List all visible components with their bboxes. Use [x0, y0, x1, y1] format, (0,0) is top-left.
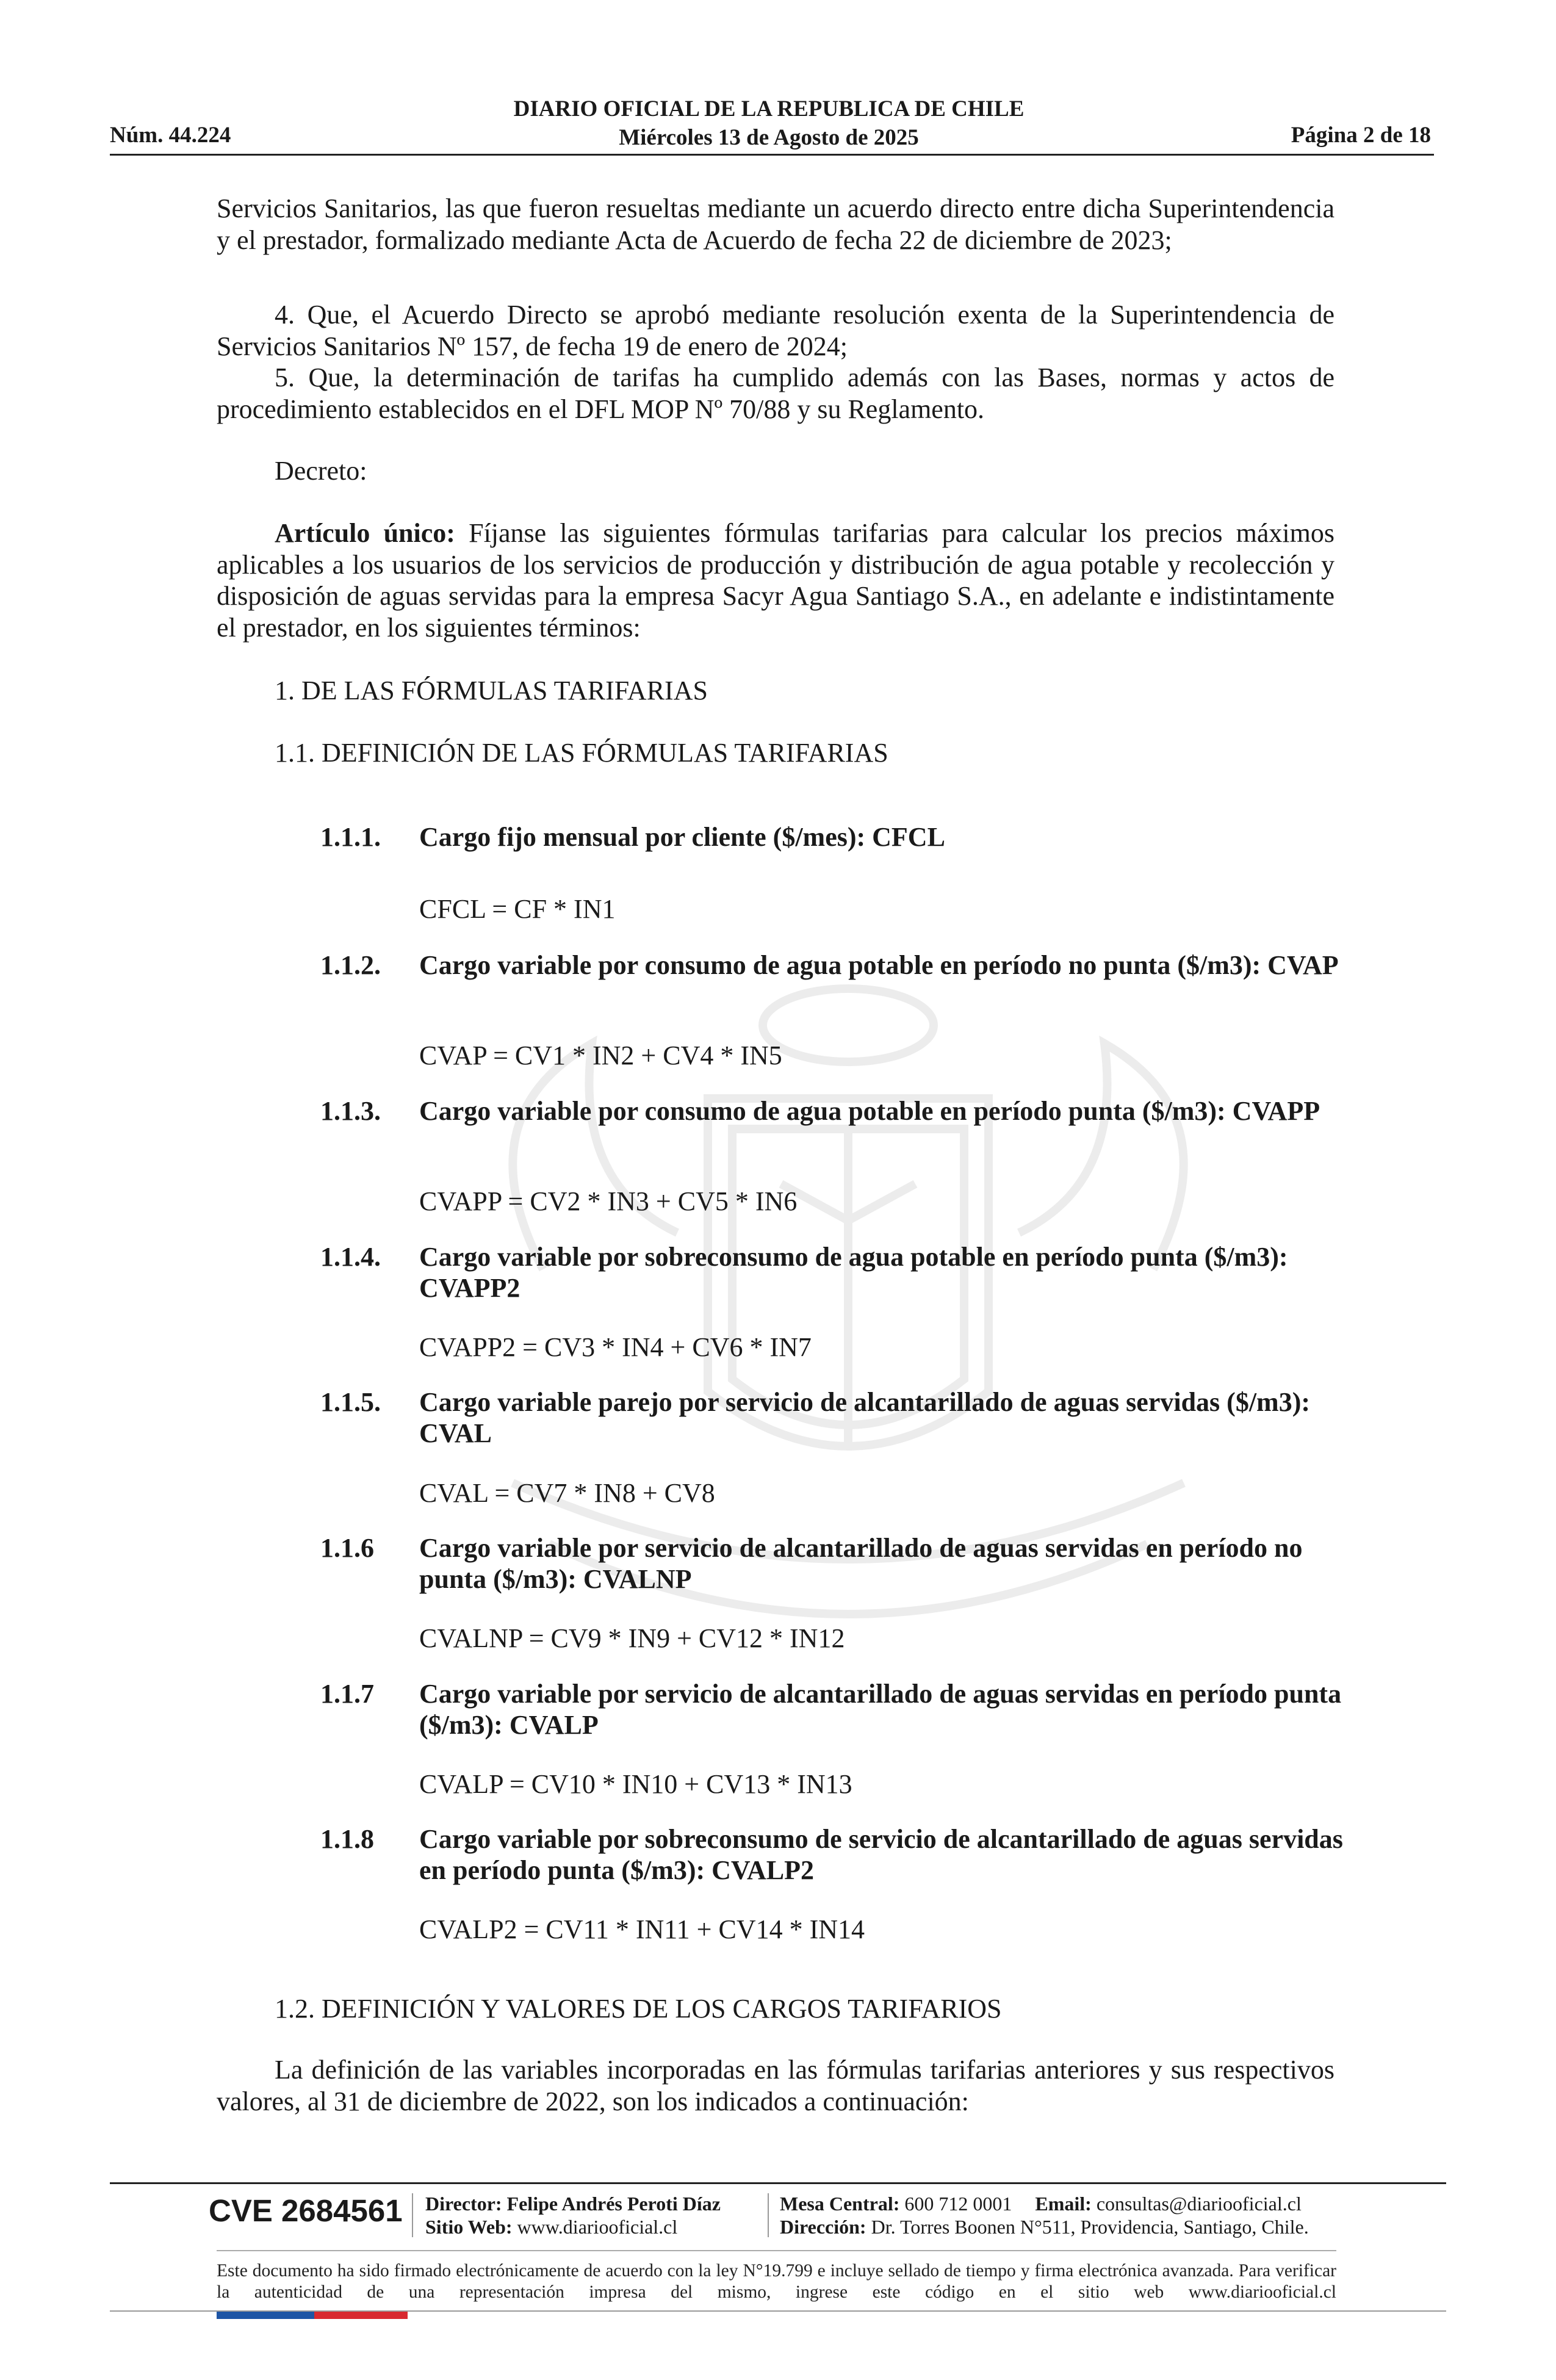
director-label: Director:	[425, 2193, 502, 2215]
direccion-value: Dr. Torres Boonen N°511, Providencia, Santiago, Chile.	[866, 2216, 1309, 2238]
articulo-unico-paragraph	[217, 517, 1334, 643]
articulo-label: Artículo único:	[275, 518, 455, 548]
paragraph-4: 4. Que, el Acuerdo Directo se aprobó mediante resolución exenta de la Superintendencia de Servicios Sanitarios Nº 157, de fecha 19 de enero de 2024;	[217, 300, 1334, 361]
paragraph-continued: Servicios Sanitarios, las que fueron resueltas mediante un acuerdo directo entre dicha Superintendencia y el prestador, formalizado mediante Acta de Acuerdo de fecha 22 de diciembre de 2023;	[217, 193, 1334, 255]
footer-director-block	[425, 2192, 721, 2238]
item-title: Cargo variable parejo por servicio de alcantarillado de aguas servidas ($/m3): CVAL	[419, 1387, 1311, 1448]
page-number: Página 2 de 18	[1291, 123, 1431, 148]
email-link[interactable]: consultas@diariooficial.cl	[1091, 2193, 1302, 2215]
decreto-heading: Decreto:	[275, 456, 367, 486]
legal-notice: Este documento ha sido firmado electrónicamente de acuerdo con la ley N°19.799 e incluye sellado de tiempo y firma electrónica avanzada. Para verificar la autenticidad de una representación impresa del mismo, ingrese este código en el sitio web www.diariooficial.cl	[217, 2261, 1336, 2302]
item-title: Cargo variable por servicio de alcantarillado de aguas servidas en período punta ($/m3): CVALP	[419, 1679, 1342, 1740]
paragraph-5: 5. Que, la determinación de tarifas ha cumplido además con las Bases, normas y actos de procedimiento establecidos en el DFL MOP Nº 70/88 y su Reglamento.	[217, 362, 1334, 424]
publication-date: Miércoles 13 de Agosto de 2025	[619, 125, 919, 150]
item-number: 1.1.6	[320, 1533, 374, 1563]
item-number: 1.1.7	[320, 1679, 374, 1709]
director-name: Felipe Andrés Peroti Díaz	[502, 2193, 721, 2215]
publication-title: DIARIO OFICIAL DE LA REPUBLICA DE CHILE	[513, 96, 1025, 121]
articulo-text: Fíjanse las siguientes fórmulas tarifarias para calcular los precios máximos aplicables a los usuarios de los servicios de producción y distribución de agua potable y recolección y disposición de aguas servidas para la empresa Sacyr Agua Santiago S.A., en adelante e indistintamente el prestador, en los siguientes términos:	[217, 518, 1334, 643]
item-title: Cargo fijo mensual por cliente ($/mes): CFCL	[419, 822, 945, 852]
web-label: Sitio Web:	[425, 2216, 513, 2238]
item-title: Cargo variable por consumo de agua potable en período no punta ($/m3): CVAP	[419, 950, 1339, 980]
cve-code: CVE 2684561	[209, 2193, 403, 2228]
item-formula: CVAP = CV1 * IN2 + CV4 * IN5	[419, 1040, 782, 1070]
closing-paragraph: La definición de las variables incorporadas en las fórmulas tarifarias anteriores y sus respectivos valores, al 31 de diciembre de 2022, son los indicados a continuación:	[217, 2055, 1334, 2116]
footer-contact-block	[780, 2192, 1309, 2238]
item-title: Cargo variable por consumo de agua potable en período punta ($/m3): CVAPP	[419, 1096, 1320, 1126]
header-divider	[110, 154, 1434, 156]
section-1-heading: 1. DE LAS FÓRMULAS TARIFARIAS	[275, 676, 708, 705]
item-formula: CVALP2 = CV11 * IN11 + CV14 * IN14	[419, 1914, 865, 1944]
item-formula: CVALNP = CV9 * IN9 + CV12 * IN12	[419, 1623, 845, 1653]
item-number: 1.1.1.	[320, 822, 381, 852]
item-formula: CVAL = CV7 * IN8 + CV8	[419, 1478, 715, 1508]
item-title: Cargo variable por sobreconsumo de agua potable en período punta ($/m3): CVAPP2	[419, 1242, 1288, 1303]
item-number: 1.1.4.	[320, 1242, 381, 1272]
item-formula: CVAPP2 = CV3 * IN4 + CV6 * IN7	[419, 1332, 812, 1362]
item-formula: CVALP = CV10 * IN10 + CV13 * IN13	[419, 1769, 852, 1799]
web-link[interactable]: www.diariooficial.cl	[512, 2216, 678, 2238]
item-number: 1.1.2.	[320, 950, 381, 980]
item-formula: CVAPP = CV2 * IN3 + CV5 * IN6	[419, 1186, 798, 1216]
footer-separator	[412, 2193, 413, 2237]
section-1-1-heading: 1.1. DEFINICIÓN DE LAS FÓRMULAS TARIFARIAS	[275, 738, 888, 768]
direccion-label: Dirección:	[780, 2216, 866, 2238]
footer-inner-divider	[217, 2250, 1336, 2251]
flag-stripe-red	[314, 2312, 408, 2319]
mesa-label: Mesa Central:	[780, 2193, 900, 2215]
mesa-phone: 600 712 0001	[899, 2193, 1012, 2215]
issue-number: Núm. 44.224	[110, 123, 231, 148]
flag-stripe-blue	[217, 2312, 314, 2319]
item-number: 1.1.5.	[320, 1387, 381, 1417]
item-formula: CFCL = CF * IN1	[419, 894, 616, 924]
section-1-2-heading: 1.2. DEFINICIÓN Y VALORES DE LOS CARGOS TARIFARIOS	[275, 1994, 1002, 2024]
footer-separator	[768, 2193, 769, 2237]
item-title: Cargo variable por servicio de alcantarillado de aguas servidas en período no punta ($/m3): CVALNP	[419, 1533, 1303, 1594]
item-number: 1.1.8	[320, 1824, 374, 1854]
item-title: Cargo variable por sobreconsumo de servicio de alcantarillado de aguas servidas en período punta ($/m3): CVALP2	[419, 1824, 1343, 1885]
footer-divider	[110, 2182, 1446, 2184]
email-label: Email:	[1035, 2193, 1092, 2215]
item-number: 1.1.3.	[320, 1096, 381, 1126]
